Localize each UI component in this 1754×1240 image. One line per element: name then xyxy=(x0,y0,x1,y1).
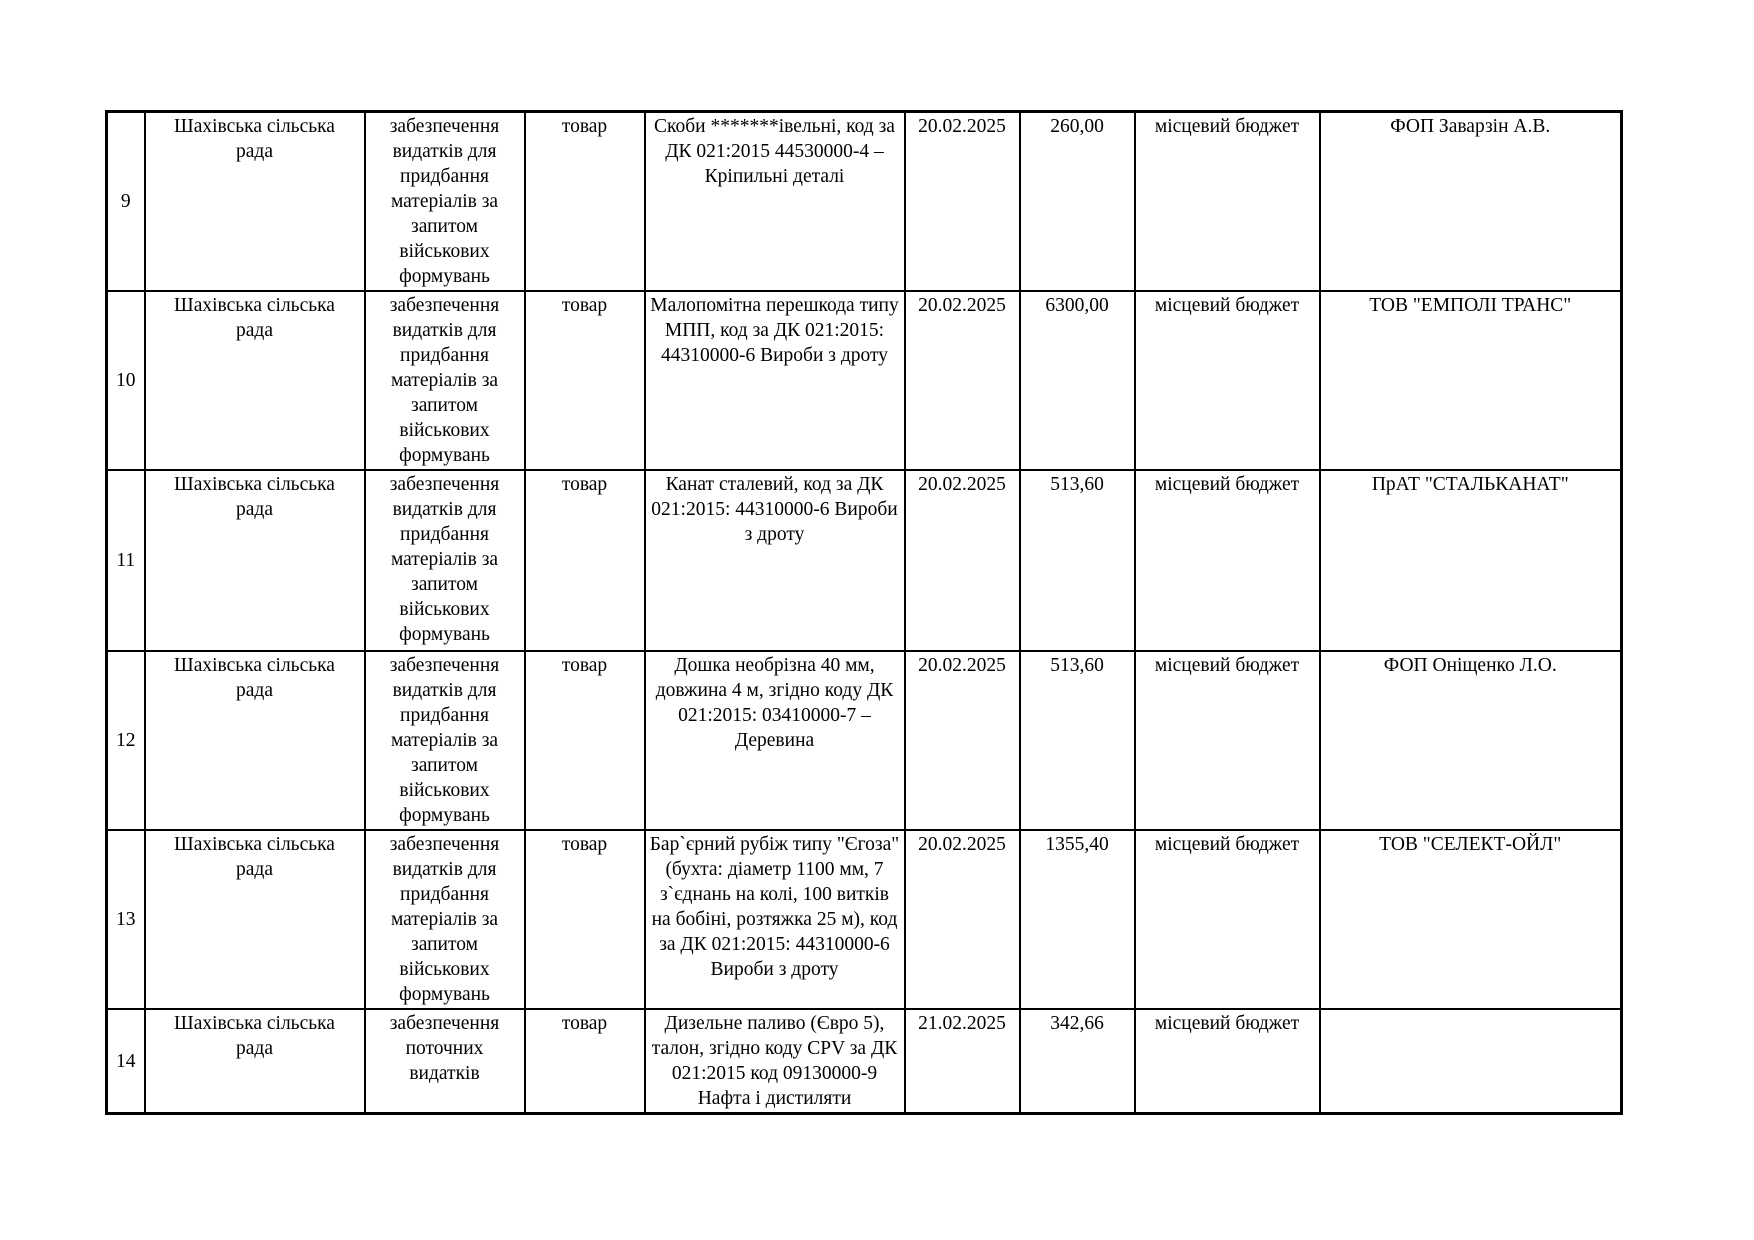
cell-row-number: 10 xyxy=(107,291,145,470)
cell-item-type: товар xyxy=(525,651,645,830)
cell-funding-source: місцевий бюджет xyxy=(1135,291,1320,470)
table-row xyxy=(107,470,1622,651)
cell-purpose xyxy=(365,112,525,292)
cell-item-type: товар xyxy=(525,291,645,470)
customer-text: Шахівська сільська рада xyxy=(174,834,335,880)
customer-text: Шахівська сільська рада xyxy=(174,474,335,520)
cell-item-description: Скоби *******івельні, код за ДК 021:2015 44530000-4 – Кріпильні деталі xyxy=(645,112,905,292)
cell-row-number: 14 xyxy=(107,1009,145,1114)
customer-text: Шахівська сільська рада xyxy=(174,1013,335,1059)
customer-text: Шахівська сільська рада xyxy=(174,295,335,341)
cell-item-type: товар xyxy=(525,470,645,651)
cell-item-type: товар xyxy=(525,830,645,1009)
cell-funding-source: місцевий бюджет xyxy=(1135,112,1320,292)
cell-supplier: ТОВ "СЕЛЕКТ-ОЙЛ" xyxy=(1320,830,1622,1009)
table-row xyxy=(107,1009,1622,1114)
table-row xyxy=(107,112,1622,292)
cell-amount: 513,60 xyxy=(1020,651,1135,830)
cell-customer xyxy=(145,1009,365,1114)
purpose-text: забезпечення видатків для придбання матеріалів за запитом військових формувань xyxy=(389,474,500,645)
cell-amount: 342,66 xyxy=(1020,1009,1135,1114)
cell-date: 20.02.2025 xyxy=(905,830,1020,1009)
cell-funding-source: місцевий бюджет xyxy=(1135,1009,1320,1114)
cell-item-description: Дошка необрізна 40 мм, довжина 4 м, згідно коду ДК 021:2015: 03410000-7 – Деревина xyxy=(645,651,905,830)
cell-purpose xyxy=(365,291,525,470)
cell-customer xyxy=(145,112,365,292)
cell-row-number: 11 xyxy=(107,470,145,651)
purpose-text: забезпечення видатків для придбання матеріалів за запитом військових формувань xyxy=(389,295,500,466)
cell-customer xyxy=(145,470,365,651)
cell-customer xyxy=(145,291,365,470)
cell-amount: 1355,40 xyxy=(1020,830,1135,1009)
cell-row-number: 12 xyxy=(107,651,145,830)
cell-date: 20.02.2025 xyxy=(905,112,1020,292)
cell-date: 21.02.2025 xyxy=(905,1009,1020,1114)
cell-supplier: ТОВ "ЕМПОЛІ ТРАНС" xyxy=(1320,291,1622,470)
cell-customer xyxy=(145,830,365,1009)
cell-purpose xyxy=(365,470,525,651)
cell-purpose xyxy=(365,830,525,1009)
cell-row-number: 13 xyxy=(107,830,145,1009)
cell-purpose xyxy=(365,651,525,830)
table-row xyxy=(107,291,1622,470)
cell-funding-source: місцевий бюджет xyxy=(1135,830,1320,1009)
cell-item-description: Канат сталевий, код за ДК 021:2015: 44310000-6 Вироби з дроту xyxy=(645,470,905,651)
cell-date: 20.02.2025 xyxy=(905,470,1020,651)
cell-supplier: ФОП Оніщенко Л.О. xyxy=(1320,651,1622,830)
cell-item-description: Бар`єрний рубіж типу "Єгоза" (бухта: діаметр 1100 мм, 7 з`єднань на колі, 100 витків на бобіні, розтяжка 25 м), код за ДК 021:2015: 44310000-6 Вироби з дроту xyxy=(645,830,905,1009)
purpose-text: забезпечення видатків для придбання матеріалів за запитом військових формувань xyxy=(389,655,500,826)
cell-item-type: товар xyxy=(525,1009,645,1114)
procurement-table xyxy=(105,110,1623,1115)
cell-supplier xyxy=(1320,1009,1622,1114)
cell-purpose xyxy=(365,1009,525,1114)
cell-row-number: 9 xyxy=(107,112,145,292)
cell-funding-source: місцевий бюджет xyxy=(1135,470,1320,651)
cell-amount: 260,00 xyxy=(1020,112,1135,292)
cell-date: 20.02.2025 xyxy=(905,651,1020,830)
cell-funding-source: місцевий бюджет xyxy=(1135,651,1320,830)
table-row xyxy=(107,830,1622,1009)
cell-amount: 513,60 xyxy=(1020,470,1135,651)
purpose-text: забезпечення видатків для придбання матеріалів за запитом військових формувань xyxy=(389,116,500,287)
cell-item-description: Малопомітна перешкода типу МПП, код за ДК 021:2015: 44310000-6 Вироби з дроту xyxy=(645,291,905,470)
customer-text: Шахівська сільська рада xyxy=(174,116,335,162)
customer-text: Шахівська сільська рада xyxy=(174,655,335,701)
cell-item-description: Дизельне паливо (Євро 5), талон, згідно коду CPV за ДК 021:2015 код 09130000-9 Нафта і дистиляти xyxy=(645,1009,905,1114)
cell-amount: 6300,00 xyxy=(1020,291,1135,470)
table-row xyxy=(107,651,1622,830)
cell-customer xyxy=(145,651,365,830)
cell-supplier: ФОП Заварзін А.В. xyxy=(1320,112,1622,292)
cell-item-type: товар xyxy=(525,112,645,292)
cell-supplier: ПрАТ "СТАЛЬКАНАТ" xyxy=(1320,470,1622,651)
purpose-text: забезпечення видатків для придбання матеріалів за запитом військових формувань xyxy=(389,834,500,1005)
cell-date: 20.02.2025 xyxy=(905,291,1020,470)
purpose-text: забезпечення поточних видатків xyxy=(389,1013,500,1084)
